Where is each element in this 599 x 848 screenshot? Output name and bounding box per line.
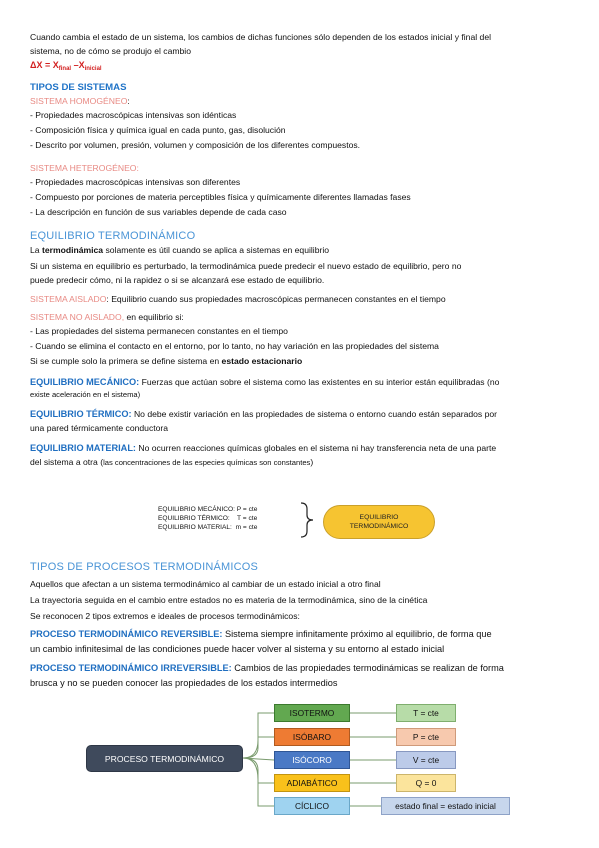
oval-text <box>350 513 409 531</box>
irreversible-text: Cambios de las propiedades termodinámicas se realizan de forma <box>231 663 504 673</box>
list-item: - Composición física y química igual en cada punto, gas, disolución <box>30 125 286 135</box>
formula-part: ΔX = X <box>30 60 59 70</box>
formula-sub-final: final <box>58 66 72 72</box>
reversible-text-2: un cambio infinitesimal de las condiciones puede hacer volver al sistema y su entorno al estado inicial <box>30 644 445 654</box>
list-item: - Cuando se elimina el contacto en el entorno, por lo tanto, no hay variación en las propiedades del sistema <box>30 341 439 351</box>
bold-term: termodinámica <box>41 245 104 255</box>
isotermo-result: T = cte <box>396 704 456 722</box>
irreversible-text-2: brusca y no se pueden conocer las propiedades de los estados intermedios <box>30 678 338 688</box>
proceso-irreversible <box>30 661 575 676</box>
equilibrium-figure <box>158 502 438 542</box>
termico-text-2: una pared térmicamente conductora <box>30 423 169 433</box>
condition-name: EQUILIBRIO MATERIAL: <box>158 524 232 531</box>
document-page <box>30 30 575 470</box>
equilibrio-p2-line2: puede predecir cómo, ni la rapidez o si se alcanzará ese estado de equilibrio. <box>30 275 325 285</box>
condition-name: EQUILIBRIO MECÁNICO: <box>158 506 235 513</box>
list-item: - Compuesto por porciones de materia perceptibles física y químicamente diferentes llamadas fases <box>30 192 411 202</box>
text: del sistema a otra ( <box>30 457 104 467</box>
intro-line-1: Cuando cambia el estado de un sistema, los cambios de dichas funciones sólo dependen de los estados inicial y final del <box>30 32 492 42</box>
section-title-equilibrio: EQUILIBRIO TERMODINÁMICO <box>30 230 196 242</box>
estado-estacionario <box>30 354 575 369</box>
list-item: - Propiedades macroscópicas intensivas son diferentes <box>30 177 241 187</box>
isobaro-result: P = cte <box>396 728 456 746</box>
equilibrio-termodinamico-oval <box>323 505 435 539</box>
mecanico-text-2: existe aceleración en el sistema) <box>30 390 141 399</box>
oval-line: TERMODINÁMICO <box>349 523 409 530</box>
no-aislado-label: SISTEMA NO AISLADO, <box>30 312 125 322</box>
procesos-p2: La trayectoria seguida en el cambio entre estados no es materia de la termodinámica, sino de la cinética <box>30 595 428 605</box>
mecanico-label: EQUILIBRIO MECÁNICO: <box>30 377 140 387</box>
material-label: EQUILIBRIO MATERIAL: <box>30 443 136 453</box>
procesos-p1: Aquellos que afectan a un sistema termodinámico al cambiar de un estado inicial a otro final <box>30 579 381 589</box>
sistema-aislado <box>30 292 575 306</box>
homogeneo-label: SISTEMA HOMOGÉNEO <box>30 96 128 106</box>
delta-formula <box>30 60 575 72</box>
aislado-label: SISTEMA AISLADO <box>30 294 107 304</box>
mecanico-text: Fuerzas que actúan sobre el sistema como las existentes en su interior están equilibradas (no <box>139 377 500 387</box>
condition-row <box>158 514 257 523</box>
aislado-text: : Equilibrio cuando sus propiedades macroscópicas permanecen constantes en el tiempo <box>106 294 446 304</box>
isocoro-result: V = cte <box>396 751 456 769</box>
termico-text: No debe existir variación en las propiedades de sistema o entorno cuando están separados por <box>131 409 498 419</box>
bold-term: estado estacionario <box>221 356 303 366</box>
material-text-2 <box>30 455 575 470</box>
homogeneo-heading <box>30 94 575 108</box>
equilibrio-termico <box>30 407 575 421</box>
material-text: No ocurren reacciones químicas globales en el sistema ni hay transferencia neta de una parte <box>136 443 497 453</box>
no-aislado-text: en equilibrio si: <box>124 312 184 322</box>
procesos-section <box>30 560 575 691</box>
isotermo-box: ISOTERMO <box>274 704 350 722</box>
proceso-reversible <box>30 627 575 642</box>
list-item: - Propiedades macroscópicas intensivas son idénticas <box>30 110 237 120</box>
adiabatico-box: ADIABÁTICO <box>274 774 350 792</box>
condition-value: T = cte <box>237 515 258 522</box>
ciclico-result: estado final = estado inicial <box>381 797 510 815</box>
condition-value: m = cte <box>235 524 258 531</box>
isocoro-box: ISÓCORO <box>274 751 350 769</box>
section-title-procesos: TIPOS DE PROCESOS TERMODINÁMICOS <box>30 561 259 573</box>
proceso-termodinamico-box: PROCESO TERMODINÁMICO <box>86 745 243 772</box>
equilibrio-p2-line1: Si un sistema en equilibrio es perturbado, la termodinámica puede predecir el nuevo estado de equilibrio, pero no <box>30 261 462 271</box>
homogeneo-colon: : <box>127 96 130 106</box>
text: Si se cumple solo la primera se define sistema en <box>30 356 222 366</box>
text: La <box>30 245 42 255</box>
list-item: - La descripción en función de sus variables depende de cada caso <box>30 207 287 217</box>
isobaro-box: ISÓBARO <box>274 728 350 746</box>
adiabatico-result: Q = 0 <box>396 774 456 792</box>
condition-row <box>158 523 257 532</box>
text: ) <box>310 457 314 467</box>
section-title-tipos-sistemas: TIPOS DE SISTEMAS <box>30 82 127 93</box>
equilibrio-p1 <box>30 243 575 257</box>
termico-label: EQUILIBRIO TÉRMICO: <box>30 409 132 419</box>
reversible-text: Sistema siempre infinitamente próximo al equilibrio, de forma que <box>222 629 492 639</box>
condition-name: EQUILIBRIO TÉRMICO: <box>158 515 230 522</box>
oval-line: EQUILIBRIO <box>359 514 399 521</box>
ciclico-box: CÍCLICO <box>274 797 350 815</box>
curly-brace-icon <box>298 502 318 538</box>
text: solamente es útil cuando se aplica a sistemas en equilibrio <box>103 245 330 255</box>
list-item: - Descrito por volumen, presión, volumen y composición de los diferentes compuestos. <box>30 140 361 150</box>
formula-sub-inicial: inicial <box>84 66 102 72</box>
heterogeneo-label: SISTEMA HETEROGÉNEO: <box>30 163 139 173</box>
sistema-no-aislado <box>30 310 575 324</box>
irreversible-label: PROCESO TERMODINÁMICO IRREVERSIBLE: <box>30 663 232 673</box>
equilibrium-conditions <box>158 505 257 532</box>
equilibrio-mecanico <box>30 375 575 389</box>
condition-row <box>158 505 257 514</box>
formula-part: –X <box>71 60 85 70</box>
reversible-label: PROCESO TERMODINÁMICO REVERSIBLE: <box>30 629 223 639</box>
intro-line-2: sistema, no de cómo se produjo el cambio <box>30 46 191 56</box>
small-text: las concentraciones de las especies químicas son constantes <box>103 458 311 467</box>
equilibrio-material <box>30 441 575 455</box>
procesos-p3: Se reconocen 2 tipos extremos e ideales de procesos termodinámicos: <box>30 611 300 621</box>
list-item: - Las propiedades del sistema permanecen constantes en el tiempo <box>30 326 288 336</box>
condition-value: P = cte <box>236 506 258 513</box>
